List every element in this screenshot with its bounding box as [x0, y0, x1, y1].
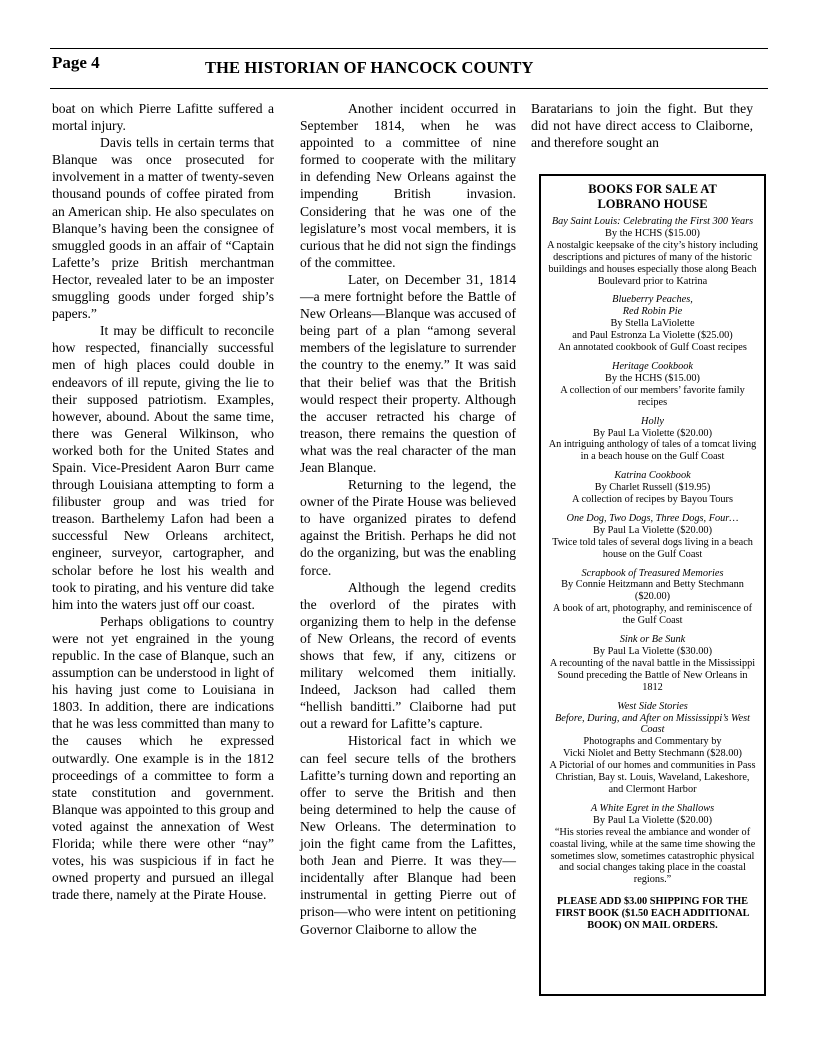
book-title: West Side Stories: [617, 700, 688, 712]
header-top-rule: [50, 48, 768, 49]
book-entry: [547, 470, 758, 506]
article-paragraph: It may be difficult to reconcile how respected, financially successful men of high places could double in endeavors of ill repute, giving the lie to their supposed patriotism. Examples, however, abound. About the same time, there was General Wilkinson, who worked both for the United States and Spain. Vice-President Aaron Burr came through Louisiana attempting to form a filibuster group and was tried for treason. Barthelemy Lafon had been a successful New Orleans architect, engineer, surveyor, cartographer, and scholar before he lost his wealth and took to pirating, and his venture did take him into the waters just off our coast.: [52, 323, 274, 612]
article-paragraph: boat on which Pierre Lafitte suffered a mortal injury.: [52, 101, 274, 134]
book-title: Before, During, and After on Mississippi’s West Coast: [554, 712, 751, 736]
book-title: Bay Saint Louis: Celebrating the First 300 Years: [551, 216, 754, 227]
book-byline: and Paul Estronza La Violette ($25.00): [572, 330, 733, 342]
article-paragraph: Later, on December 31, 1814—a mere fortnight before the Battle of New Orleans—Blanque was accused of being part of a plan “among several members of the legislature to surrender the country to the enemy.” It was said that their belief was that the British would respect their property. Although the accuser retracted his charge of treason, there remains the question of what was the real character of the man Jean Blanque.: [300, 271, 516, 475]
book-description: “His stories reveal the ambiance and wonder of coastal living, while at the same time showing the sometimes slow, sometimes catastrophic physical and social changes taking place in the coastal regions.”: [549, 826, 756, 886]
book-description: A recounting of the naval battle in the Mississippi Sound preceding the Battle of New Orleans in 1812: [549, 657, 756, 693]
book-entry: [547, 803, 758, 886]
book-description: A nostalgic keepsake of the city’s history including descriptions and pictures of many of the historic buildings and houses especially those along Beach Boulevard prior to Katrina: [547, 239, 758, 287]
book-title: A White Egret in the Shallows: [590, 802, 715, 814]
book-byline: By Paul La Violette ($20.00): [592, 524, 713, 536]
book-title: Heritage Cookbook: [612, 360, 693, 372]
book-list: [547, 216, 758, 886]
shipping-note: PLEASE ADD $3.00 SHIPPING FOR THE FIRST BOOK ($1.50 EACH ADDITIONAL BOOK) ON MAIL ORDERS.: [555, 896, 750, 932]
book-byline: By Paul La Violette ($20.00): [592, 814, 713, 826]
article-paragraph: Another incident occurred in September 1814, when he was appointed to a committee of nine formed to cooperate with the military in defending New Orleans against the impending British invasion. Considering that he was one of the legislature’s most vocal members, it is curious that he did not sign the findings of the committee.: [300, 101, 516, 270]
books-for-sale-box: [539, 174, 766, 996]
book-title: One Dog, Two Dogs, Three Dogs, Four…: [566, 512, 739, 524]
book-byline: By Paul La Violette ($30.00): [592, 646, 713, 657]
book-title: Katrina Cookbook: [614, 470, 691, 482]
book-entry: [547, 513, 758, 561]
article-column-3: [531, 100, 753, 151]
book-entry: [547, 701, 758, 796]
book-description: An annotated cookbook of Gulf Coast recipes: [558, 342, 747, 354]
article-paragraph: Perhaps obligations to country were not yet engrained in the young republic. In the case of Blanque, such an assumption can be understood in light of his having just come to Louisiana in 1803. In addition, there are indications that he was less committed than many to the causes which he expressed outwardly. One example is in the 1812 proceedings of a committee to form a state constitution and government. Blanque was appointed to this group and voted against the annexation of West Florida; while there were other “nay” votes, his was suspicious if in fact he owned property and pursued an illegal trade there, namely at the Pirate House.: [52, 613, 274, 903]
book-byline: Photographs and Commentary by: [583, 736, 722, 748]
article-paragraph: Historical fact in which we can feel secure tells of the brothers Lafitte’s turning down and reporting an offer to serve the British and then being determined to help the cause of New Orleans. The determination to join the fight came from the Lafittes, both Jean and Pierre. It was they—incidentally after Blanque had been instrumental in getting Pierre out of prison—who were intent on petitioning Governor Claiborne to allow the: [300, 733, 516, 937]
article-paragraph: Davis tells in certain terms that Blanque was once prosecuted for involvement in a matter of twenty-seven thousand pounds of coffee pirated from an American ship. He also speculates on Blanque’s having been the consignee of smuggled goods in an affair of “Captain Lafette’s prize British merchantman Hector, revealed later to be an imposter smuggling goods under forged ship’s papers.”: [52, 135, 274, 322]
book-entry: [547, 294, 758, 354]
book-title: Holly: [641, 415, 664, 427]
book-entry: [547, 416, 758, 464]
article-column-1: [52, 100, 274, 903]
book-byline: Vicki Niolet and Betty Stechmann ($28.00): [563, 748, 742, 760]
newsletter-masthead: THE HISTORIAN OF HANCOCK COUNTY: [205, 58, 534, 77]
book-description: A collection of recipes by Bayou Tours: [572, 494, 733, 506]
article-column-2: [300, 100, 516, 938]
article-paragraph: Baratarians to join the fight. But they did not have direct access to Claiborne, and therefore sought an: [531, 101, 753, 151]
book-description: An intriguing anthology of tales of a tomcat living in a beach house on the Gulf Coast: [548, 439, 757, 463]
book-title: Red Robin Pie: [622, 306, 683, 318]
header-bottom-rule: [50, 88, 768, 89]
book-description: Twice told tales of several dogs living in a beach house on the Gulf Coast: [552, 536, 753, 560]
book-description: A collection of our members’ favorite family recipes: [560, 384, 745, 408]
book-entry: [547, 361, 758, 409]
book-byline: By Stella LaViolette: [610, 318, 695, 330]
book-title: Scrapbook of Treasured Memories: [581, 567, 724, 579]
book-entry: [547, 634, 758, 694]
book-entry: [547, 568, 758, 628]
book-byline: By the HCHS ($15.00): [605, 227, 700, 239]
page-number: Page 4: [52, 53, 100, 72]
books-box-title: BOOKS FOR SALE AT LOBRANO HOUSE: [588, 182, 717, 211]
book-description: A Pictorial of our homes and communities in Pass Christian, Bay st. Louis, Waveland, Lakeshore, and Clermont Harbor: [549, 760, 756, 795]
book-byline: By the HCHS ($15.00): [605, 372, 700, 384]
book-byline: By Charlet Russell ($19.95): [594, 482, 711, 494]
book-title: Blueberry Peaches,: [612, 294, 693, 306]
book-byline: By Connie Heitzmann and Betty Stechmann ($20.00): [561, 579, 744, 603]
book-description: A book of art, photography, and reminiscence of the Gulf Coast: [552, 603, 753, 627]
book-byline: By Paul La Violette ($20.00): [592, 427, 713, 439]
book-title: Sink or Be Sunk: [619, 634, 686, 646]
article-paragraph: Returning to the legend, the owner of the Pirate House was believed to have organized pirates to defend against the British. Perhaps he did not do the organizing, but was the enabling force.: [300, 477, 516, 578]
article-paragraph: Although the legend credits the overlord of the pirates with organizing them to help in the defense of New Orleans, the record of events shows that few, if any, citizens or military welcomed them initially. Indeed, Jackson had called them “hellish banditti.” Claiborne had put out a reward for Lafitte’s capture.: [300, 579, 516, 732]
book-entry: [547, 216, 758, 287]
